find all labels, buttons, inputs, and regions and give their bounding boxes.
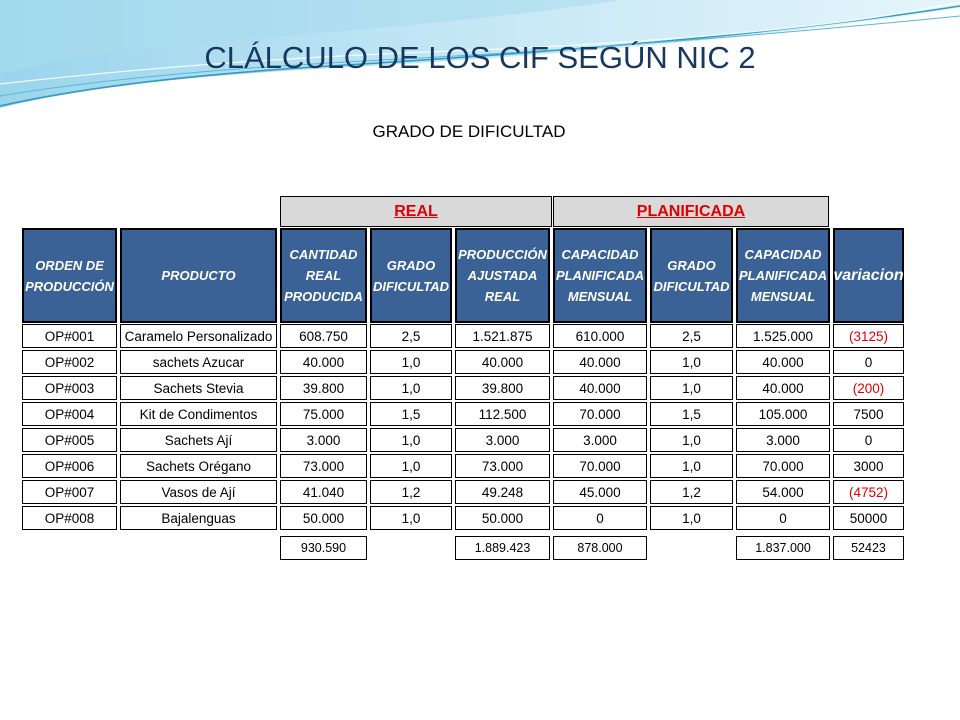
table-cell-cantidad-real: 75.000 <box>280 402 367 426</box>
table-cell-orden: OP#005 <box>22 428 117 452</box>
table-cell-cantidad-real: 3.000 <box>280 428 367 452</box>
slide-title: CLÁLCULO DE LOS CIF SEGÚN NIC 2 <box>204 40 756 75</box>
table-cell-capacidad-planificada: 40.000 <box>553 350 647 374</box>
table-cell-variacion: 7500 <box>833 402 904 426</box>
table-cell-grado-planificado: 1,0 <box>650 428 733 452</box>
table-cell-produccion-ajustada: 112.500 <box>455 402 550 426</box>
table-cell-capacidad-planificada-ajustada: 3.000 <box>736 428 830 452</box>
table-cell-producto: sachets Azucar <box>120 350 277 374</box>
table-cell-capacidad-planificada-ajustada: 70.000 <box>736 454 830 478</box>
total-cell-capacidad-planificada: 878.000 <box>553 536 647 560</box>
table-cell-capacidad-planificada: 40.000 <box>553 376 647 400</box>
column-header-cantidad-real: CANTIDAD REAL PRODUCIDA <box>280 228 367 323</box>
column-header-grado-real: GRADO DIFICULTAD <box>370 228 452 323</box>
column-header-orden: ORDEN DE PRODUCCIÓN <box>22 228 117 323</box>
table-cell-capacidad-planificada: 70.000 <box>553 402 647 426</box>
table-cell-grado-planificado: 1,0 <box>650 350 733 374</box>
table-cell-orden: OP#004 <box>22 402 117 426</box>
table-cell-variacion: (200) <box>833 376 904 400</box>
table-cell-producto: Sachets Ají <box>120 428 277 452</box>
table-cell-orden: OP#001 <box>22 324 117 348</box>
table-cell-produccion-ajustada: 39.800 <box>455 376 550 400</box>
table-cell-capacidad-planificada: 45.000 <box>553 480 647 504</box>
table-cell-capacidad-planificada-ajustada: 40.000 <box>736 350 830 374</box>
table-cell-producto: Vasos de Ají <box>120 480 277 504</box>
table-cell-produccion-ajustada: 40.000 <box>455 350 550 374</box>
table-cell-cantidad-real: 608.750 <box>280 324 367 348</box>
table-cell-orden: OP#007 <box>22 480 117 504</box>
table-cell-cantidad-real: 39.800 <box>280 376 367 400</box>
table-cell-producto: Kit de Condimentos <box>120 402 277 426</box>
table-cell-capacidad-planificada-ajustada: 105.000 <box>736 402 830 426</box>
table-cell-grado-planificado: 1,0 <box>650 454 733 478</box>
table-cell-capacidad-planificada-ajustada: 1.525.000 <box>736 324 830 348</box>
table-cell-grado-real: 1,0 <box>370 506 452 530</box>
table-cell-capacidad-planificada: 0 <box>553 506 647 530</box>
table-cell-producto: Caramelo Personalizado <box>120 324 277 348</box>
table-cell-capacidad-planificada: 3.000 <box>553 428 647 452</box>
table-cell-produccion-ajustada: 3.000 <box>455 428 550 452</box>
table-cell-producto: Bajalenguas <box>120 506 277 530</box>
column-header-variacion: variacion <box>833 228 904 323</box>
table-cell-variacion: 3000 <box>833 454 904 478</box>
table-cell-grado-planificado: 1,0 <box>650 376 733 400</box>
table-cell-grado-real: 1,5 <box>370 402 452 426</box>
table-cell-grado-real: 1,0 <box>370 350 452 374</box>
table-cell-capacidad-planificada-ajustada: 54.000 <box>736 480 830 504</box>
table-cell-produccion-ajustada: 50.000 <box>455 506 550 530</box>
table-cell-grado-real: 1,0 <box>370 376 452 400</box>
column-header-producto: PRODUCTO <box>120 228 277 323</box>
table-cell-produccion-ajustada: 73.000 <box>455 454 550 478</box>
table-cell-cantidad-real: 40.000 <box>280 350 367 374</box>
table-cell-orden: OP#006 <box>22 454 117 478</box>
table-cell-grado-real: 2,5 <box>370 324 452 348</box>
table-cell-producto: Sachets Stevia <box>120 376 277 400</box>
total-cell-produccion-ajustada: 1.889.423 <box>455 536 550 560</box>
column-header-produccion-ajustada: PRODUCCIÓN AJUSTADA REAL <box>455 228 550 323</box>
table-cell-grado-planificado: 2,5 <box>650 324 733 348</box>
table-cell-variacion: 0 <box>833 350 904 374</box>
table-cell-capacidad-planificada-ajustada: 0 <box>736 506 830 530</box>
table-cell-variacion: (4752) <box>833 480 904 504</box>
table-cell-grado-real: 1,2 <box>370 480 452 504</box>
total-cell-variacion: 52423 <box>833 536 904 560</box>
table-cell-variacion: 50000 <box>833 506 904 530</box>
table-cell-cantidad-real: 50.000 <box>280 506 367 530</box>
column-header-capacidad-planificada: CAPACIDAD PLANIFICADA MENSUAL <box>553 228 647 323</box>
table-cell-produccion-ajustada: 1.521.875 <box>455 324 550 348</box>
table-cell-orden: OP#003 <box>22 376 117 400</box>
total-cell-cantidad-real: 930.590 <box>280 536 367 560</box>
column-header-grado-planificado: GRADO DIFICULTAD <box>650 228 733 323</box>
total-cell-capacidad-planificada-ajustada: 1.837.000 <box>736 536 830 560</box>
group-header-real: REAL <box>280 196 552 227</box>
table-cell-produccion-ajustada: 49.248 <box>455 480 550 504</box>
table-cell-variacion: (3125) <box>833 324 904 348</box>
table-cell-grado-planificado: 1,2 <box>650 480 733 504</box>
table-cell-producto: Sachets Orégano <box>120 454 277 478</box>
table-cell-grado-planificado: 1,5 <box>650 402 733 426</box>
group-header-planificada: PLANIFICADA <box>553 196 829 227</box>
table-cell-orden: OP#002 <box>22 350 117 374</box>
table-cell-grado-real: 1,0 <box>370 454 452 478</box>
table-cell-grado-planificado: 1,0 <box>650 506 733 530</box>
table-cell-capacidad-planificada-ajustada: 40.000 <box>736 376 830 400</box>
column-header-capacidad-planificada-ajustada: CAPACIDAD PLANIFICADA MENSUAL <box>736 228 830 323</box>
table-cell-capacidad-planificada: 70.000 <box>553 454 647 478</box>
table-cell-grado-real: 1,0 <box>370 428 452 452</box>
table-cell-capacidad-planificada: 610.000 <box>553 324 647 348</box>
table-cell-cantidad-real: 73.000 <box>280 454 367 478</box>
slide-subtitle: GRADO DE DIFICULTAD <box>372 122 566 141</box>
table-cell-orden: OP#008 <box>22 506 117 530</box>
table-cell-cantidad-real: 41.040 <box>280 480 367 504</box>
table-cell-variacion: 0 <box>833 428 904 452</box>
